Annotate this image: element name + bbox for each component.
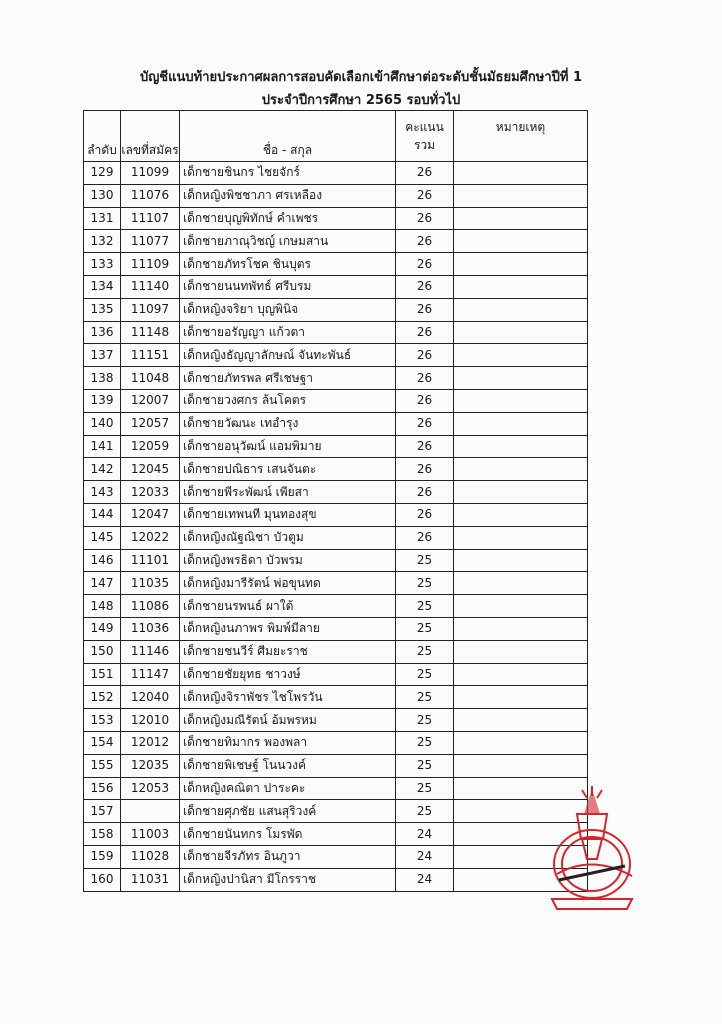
cell-score: 26 xyxy=(396,230,454,253)
document-title: บัญชีแนบท้ายประกาศผลการสอบคัดเลือกเข้าศึกษาต่อระดับชั้นมัธยมศึกษาปีที่ 1 xyxy=(139,70,583,85)
cell-application-no: 11036 xyxy=(121,617,180,640)
cell-name: เด็กหญิงณัฐณิชา บัวตูม xyxy=(180,526,396,549)
cell-application-no: 12057 xyxy=(121,412,180,435)
cell-application-no xyxy=(121,800,180,823)
cell-name: เด็กชายศุภชัย แสนสุริวงค์ xyxy=(180,800,396,823)
cell-note xyxy=(454,595,588,618)
cell-name: เด็กหญิงมารีรัตน์ พ่อขุนทด xyxy=(180,572,396,595)
table-row xyxy=(84,823,588,846)
cell-name: เด็กหญิงพิชชาภา ศรเหลือง xyxy=(180,184,396,207)
cell-name: เด็กหญิงมณีรัตน์ อ้มพรหม xyxy=(180,709,396,732)
cell-note xyxy=(454,321,588,344)
results-table xyxy=(83,110,588,892)
cell-score: 24 xyxy=(396,845,454,868)
cell-no: 148 xyxy=(84,595,121,618)
cell-name: เด็กชายชนวีร์ ศีมยะราช xyxy=(180,640,396,663)
table-row xyxy=(84,868,588,891)
cell-name: เด็กชายภาณุวิชญ์ เกษมสาน xyxy=(180,230,396,253)
cell-no: 149 xyxy=(84,617,121,640)
document-subtitle: ประจำปีการศึกษา 2565 รอบทั่วไป xyxy=(261,93,461,108)
cell-application-no: 11028 xyxy=(121,845,180,868)
cell-score: 26 xyxy=(396,162,454,185)
cell-score: 25 xyxy=(396,595,454,618)
cell-note xyxy=(454,367,588,390)
cell-name: เด็กชายอรัญญา แก้วตา xyxy=(180,321,396,344)
cell-application-no: 11086 xyxy=(121,595,180,618)
cell-note xyxy=(454,640,588,663)
cell-name: เด็กหญิงปานิสา มีโกรราช xyxy=(180,868,396,891)
cell-note xyxy=(454,275,588,298)
table-row xyxy=(84,686,588,709)
table-row xyxy=(84,709,588,732)
cell-score: 26 xyxy=(396,275,454,298)
cell-score: 26 xyxy=(396,503,454,526)
cell-score: 25 xyxy=(396,640,454,663)
cell-no: 151 xyxy=(84,663,121,686)
cell-note xyxy=(454,526,588,549)
cell-no: 147 xyxy=(84,572,121,595)
cell-no: 133 xyxy=(84,253,121,276)
cell-application-no: 11146 xyxy=(121,640,180,663)
table-row xyxy=(84,800,588,823)
cell-note xyxy=(454,162,588,185)
cell-score: 24 xyxy=(396,868,454,891)
cell-note xyxy=(454,503,588,526)
cell-no: 146 xyxy=(84,549,121,572)
school-seal-icon xyxy=(537,784,647,914)
table-row xyxy=(84,731,588,754)
table-row xyxy=(84,321,588,344)
table-row xyxy=(84,572,588,595)
cell-note xyxy=(454,230,588,253)
table-row xyxy=(84,503,588,526)
cell-note xyxy=(454,754,588,777)
cell-note xyxy=(454,709,588,732)
cell-application-no: 11077 xyxy=(121,230,180,253)
cell-note xyxy=(454,481,588,504)
cell-application-no: 11048 xyxy=(121,367,180,390)
cell-no: 132 xyxy=(84,230,121,253)
table-row xyxy=(84,344,588,367)
cell-note xyxy=(454,549,588,572)
cell-name: เด็กหญิงจริยา บุญพินิจ xyxy=(180,298,396,321)
table-row xyxy=(84,389,588,412)
cell-no: 156 xyxy=(84,777,121,800)
cell-no: 137 xyxy=(84,344,121,367)
cell-name: เด็กชายบุญพิทักษ์ คำเพชร xyxy=(180,207,396,230)
cell-no: 141 xyxy=(84,435,121,458)
table-row xyxy=(84,526,588,549)
col-header-note: หมายเหตุ xyxy=(454,111,588,162)
cell-score: 24 xyxy=(396,823,454,846)
table-row xyxy=(84,184,588,207)
cell-no: 154 xyxy=(84,731,121,754)
table-row xyxy=(84,640,588,663)
cell-no: 134 xyxy=(84,275,121,298)
cell-application-no: 12040 xyxy=(121,686,180,709)
cell-application-no: 12053 xyxy=(121,777,180,800)
cell-note xyxy=(454,412,588,435)
cell-no: 142 xyxy=(84,458,121,481)
cell-note xyxy=(454,184,588,207)
cell-name: เด็กชายพิเชษฐ์ โนนวงค์ xyxy=(180,754,396,777)
cell-application-no: 11101 xyxy=(121,549,180,572)
cell-no: 152 xyxy=(84,686,121,709)
cell-name: เด็กชายอนุวัฒน์ แอมพิมาย xyxy=(180,435,396,458)
cell-no: 143 xyxy=(84,481,121,504)
cell-name: เด็กหญิงนภาพร พิมพ์มีลาย xyxy=(180,617,396,640)
cell-note xyxy=(454,298,588,321)
cell-application-no: 12035 xyxy=(121,754,180,777)
cell-name: เด็กหญิงจิราพัชร ไชโพรวัน xyxy=(180,686,396,709)
cell-application-no: 12059 xyxy=(121,435,180,458)
col-header-score-top: คะแนน xyxy=(405,120,444,134)
cell-application-no: 12045 xyxy=(121,458,180,481)
cell-no: 138 xyxy=(84,367,121,390)
cell-name: เด็กชายเทพนที มุนทองสุข xyxy=(180,503,396,526)
cell-name: เด็กชายนันทกร โมรพัด xyxy=(180,823,396,846)
table-row xyxy=(84,845,588,868)
cell-application-no: 11031 xyxy=(121,868,180,891)
cell-application-no: 11151 xyxy=(121,344,180,367)
cell-application-no: 11107 xyxy=(121,207,180,230)
cell-score: 26 xyxy=(396,389,454,412)
cell-application-no: 11076 xyxy=(121,184,180,207)
cell-name: เด็กชายภัทรพล ศรีเชษฐา xyxy=(180,367,396,390)
cell-no: 129 xyxy=(84,162,121,185)
cell-application-no: 11148 xyxy=(121,321,180,344)
table-row xyxy=(84,595,588,618)
cell-score: 26 xyxy=(396,481,454,504)
cell-no: 157 xyxy=(84,800,121,823)
cell-application-no: 11109 xyxy=(121,253,180,276)
table-row xyxy=(84,481,588,504)
cell-no: 158 xyxy=(84,823,121,846)
table-row xyxy=(84,253,588,276)
cell-name: เด็กชายภัทรโชค ชินบุตร xyxy=(180,253,396,276)
cell-score: 25 xyxy=(396,663,454,686)
cell-note xyxy=(454,731,588,754)
cell-no: 145 xyxy=(84,526,121,549)
table-header-row xyxy=(84,111,588,162)
col-header-score-bottom: รวม xyxy=(413,138,436,152)
table-row xyxy=(84,663,588,686)
table-row xyxy=(84,298,588,321)
table-row xyxy=(84,412,588,435)
table-row xyxy=(84,458,588,481)
cell-score: 25 xyxy=(396,709,454,732)
table-row xyxy=(84,162,588,185)
cell-name: เด็กชายพีระพัฒน์ เพียสา xyxy=(180,481,396,504)
cell-note xyxy=(454,572,588,595)
cell-no: 155 xyxy=(84,754,121,777)
cell-score: 26 xyxy=(396,298,454,321)
cell-application-no: 11147 xyxy=(121,663,180,686)
table-row xyxy=(84,617,588,640)
cell-score: 26 xyxy=(396,526,454,549)
cell-score: 26 xyxy=(396,253,454,276)
cell-name: เด็กชายทิมากร พองพลา xyxy=(180,731,396,754)
cell-note xyxy=(454,253,588,276)
cell-name: เด็กชายนรพนธ์ ผาใต้ xyxy=(180,595,396,618)
cell-application-no: 11099 xyxy=(121,162,180,185)
cell-score: 26 xyxy=(396,321,454,344)
cell-application-no: 12033 xyxy=(121,481,180,504)
cell-note xyxy=(454,344,588,367)
cell-name: เด็กหญิงพรธิดา บัวพรม xyxy=(180,549,396,572)
cell-score: 26 xyxy=(396,207,454,230)
cell-name: เด็กชายชินกร ไชยจักร์ xyxy=(180,162,396,185)
col-header-name: ชื่อ - สกุล xyxy=(180,111,396,162)
cell-name: เด็กชายวงศกร ล้นโคตร xyxy=(180,389,396,412)
cell-score: 25 xyxy=(396,777,454,800)
cell-application-no: 11035 xyxy=(121,572,180,595)
cell-note xyxy=(454,207,588,230)
cell-score: 26 xyxy=(396,412,454,435)
col-header-score xyxy=(396,111,454,162)
cell-name: เด็กชายจีรภัทร อินภูวา xyxy=(180,845,396,868)
cell-score: 25 xyxy=(396,800,454,823)
cell-score: 25 xyxy=(396,549,454,572)
cell-no: 150 xyxy=(84,640,121,663)
cell-no: 153 xyxy=(84,709,121,732)
cell-score: 25 xyxy=(396,686,454,709)
table-row xyxy=(84,549,588,572)
cell-score: 26 xyxy=(396,184,454,207)
table-row xyxy=(84,207,588,230)
cell-application-no: 12010 xyxy=(121,709,180,732)
cell-score: 25 xyxy=(396,754,454,777)
cell-name: เด็กชายปณิธาร เสนจันตะ xyxy=(180,458,396,481)
cell-score: 25 xyxy=(396,731,454,754)
cell-score: 26 xyxy=(396,344,454,367)
cell-note xyxy=(454,458,588,481)
table-row xyxy=(84,275,588,298)
cell-name: เด็กชายชัยยุทธ ชาวงษ์ xyxy=(180,663,396,686)
table-row xyxy=(84,777,588,800)
table-row xyxy=(84,754,588,777)
table-row xyxy=(84,367,588,390)
cell-application-no: 12007 xyxy=(121,389,180,412)
col-header-application-no: เลขที่สมัคร xyxy=(121,111,180,162)
cell-score: 25 xyxy=(396,572,454,595)
cell-application-no: 11140 xyxy=(121,275,180,298)
cell-no: 159 xyxy=(84,845,121,868)
cell-application-no: 11003 xyxy=(121,823,180,846)
cell-name: เด็กหญิงคณิตา ปาระคะ xyxy=(180,777,396,800)
cell-application-no: 11097 xyxy=(121,298,180,321)
cell-note xyxy=(454,389,588,412)
cell-note xyxy=(454,435,588,458)
cell-note xyxy=(454,663,588,686)
cell-name: เด็กหญิงธัญญาลักษณ์ จันทะพันธ์ xyxy=(180,344,396,367)
cell-no: 160 xyxy=(84,868,121,891)
cell-no: 135 xyxy=(84,298,121,321)
cell-no: 139 xyxy=(84,389,121,412)
cell-no: 131 xyxy=(84,207,121,230)
cell-score: 25 xyxy=(396,617,454,640)
cell-note xyxy=(454,686,588,709)
cell-application-no: 12047 xyxy=(121,503,180,526)
cell-note xyxy=(454,617,588,640)
col-header-no: ลำดับ xyxy=(84,111,121,162)
cell-no: 136 xyxy=(84,321,121,344)
cell-name: เด็กชายนนทพัทธ์ ศรีบรม xyxy=(180,275,396,298)
cell-no: 130 xyxy=(84,184,121,207)
cell-no: 144 xyxy=(84,503,121,526)
table-row xyxy=(84,435,588,458)
cell-application-no: 12012 xyxy=(121,731,180,754)
cell-name: เด็กชายวัฒนะ เทอำรุง xyxy=(180,412,396,435)
cell-score: 26 xyxy=(396,458,454,481)
cell-score: 26 xyxy=(396,367,454,390)
cell-score: 26 xyxy=(396,435,454,458)
table-row xyxy=(84,230,588,253)
cell-no: 140 xyxy=(84,412,121,435)
cell-application-no: 12022 xyxy=(121,526,180,549)
